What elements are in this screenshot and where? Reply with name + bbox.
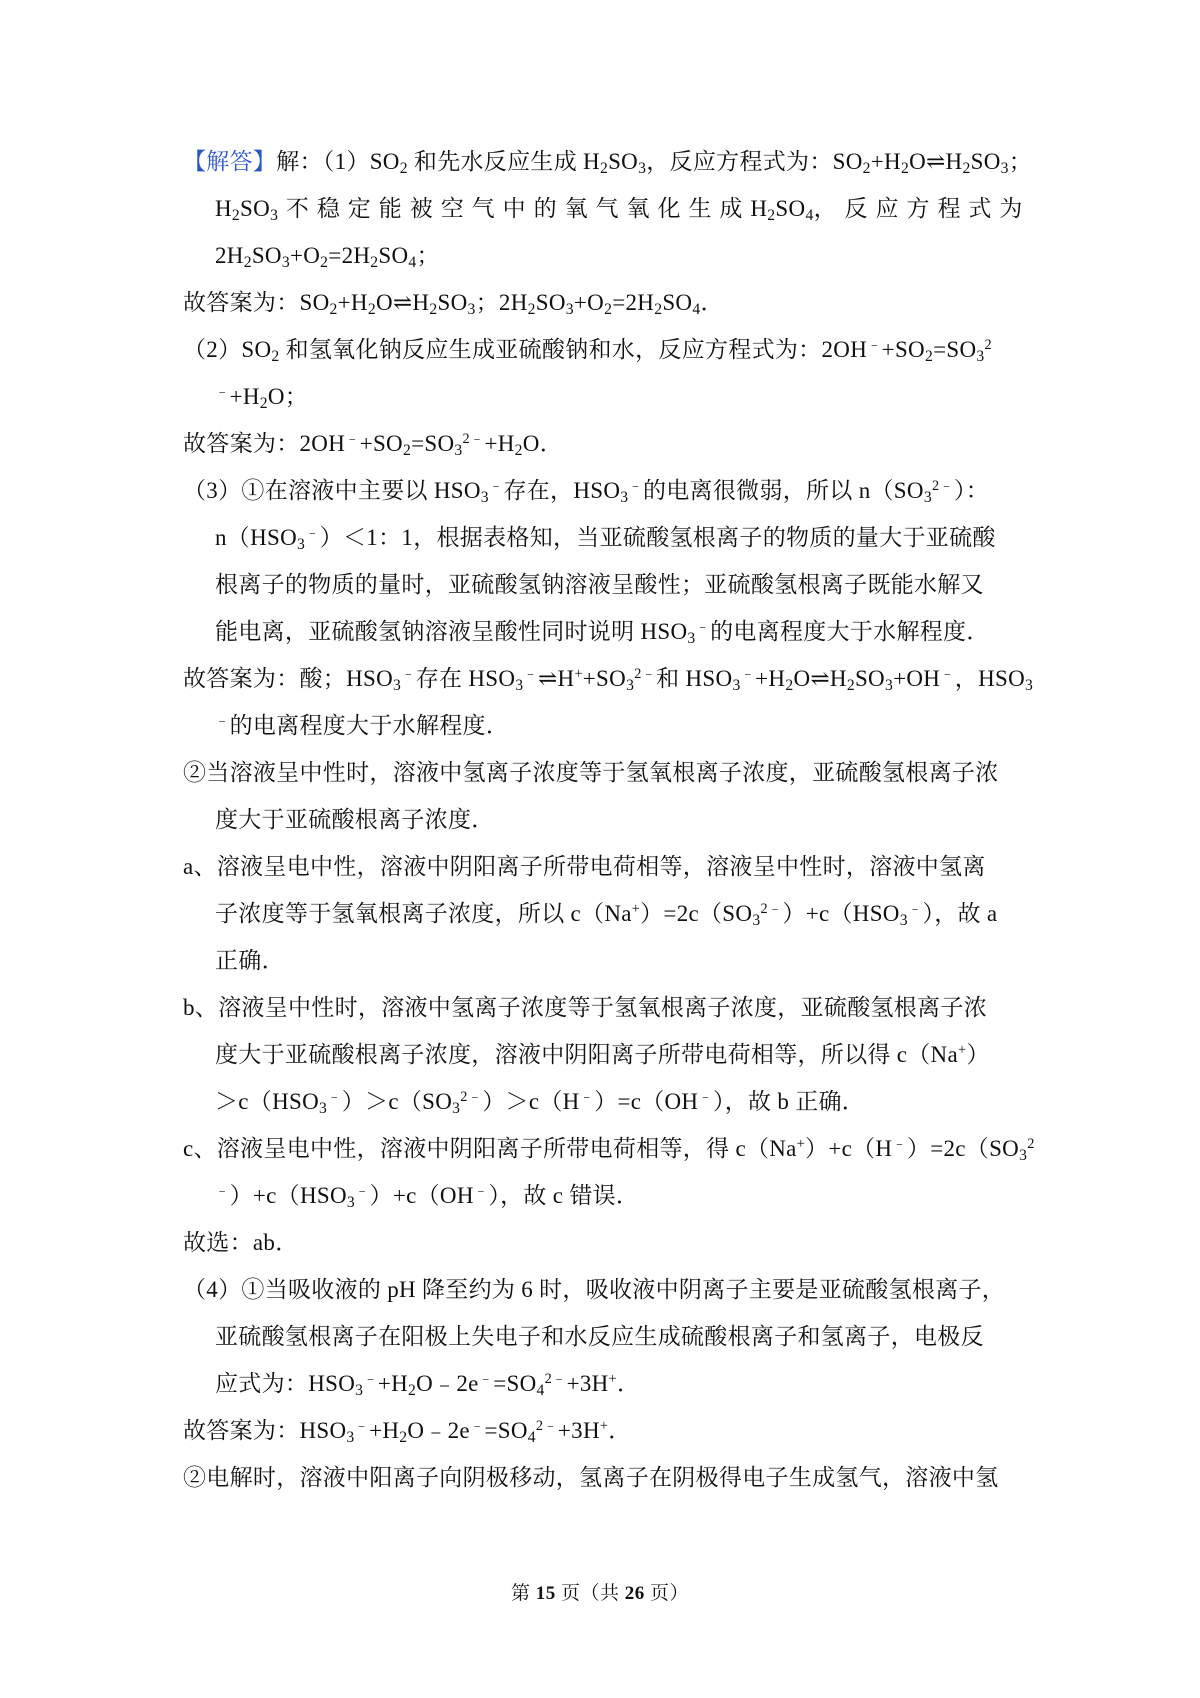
footer-prefix: 第 <box>510 1583 531 1604</box>
footer-suffix: 页） <box>650 1583 690 1604</box>
current-page-number: 15 <box>535 1583 556 1604</box>
paragraph-neutral: ②当溶液呈中性时，溶液中氢离子浓度等于氢氧根离子浓度，亚硫酸氢根离子浓 度大于亚硫酸根离子浓度． <box>183 760 999 832</box>
answer-tag: 【解答】 <box>183 149 277 174</box>
line-1: 【解答】解：$(1)SO_2$ 和先水反应生成 $H_2SO_3$，反应方程式为：$SO_2+H_2O\rightleftharpoons H_2SO_3$； <box>183 149 1033 177</box>
paragraph-part-3: （3）①在溶液中主要以 $HSO_3^﹣$存在，$HSO_3^﹣$的电离很微弱，所以 $n(SO_3^{2﹣})$： $n(HSO_3^﹣)<1$：1，根据表格知，当亚硫酸氢根离子的物质的量大于亚硫酸 根离子的物质的量时，亚硫酸氢钠溶液呈酸性；亚硫酸氢根离子既能水解又 能电离，亚硫酸氢钠溶液呈酸性同时说明 $HSO_3^﹣$的电离程度大于水解程度． <box>183 478 996 647</box>
page-footer <box>0 1578 1200 1605</box>
answer-part-2: 故答案为：$2OH^﹣+SO_2=SO_3^{2﹣}+H_2O$． <box>183 431 564 459</box>
total-page-number: 26 <box>624 1583 645 1604</box>
option-a: a、溶液呈电中性，溶液中阴阳离子所带电荷相等，溶液呈中性时，溶液中氢离 子浓度等于氢氧根离子浓度，所以 $c(Na^+)=2c(SO_3^{2﹣})+c(HSO_3^﹣)$，故 a 正确． <box>183 854 998 973</box>
paragraph-part-1-continued <box>183 185 1023 279</box>
line-2: $H_2SO_3$ 不 稳 定 能 被 空 气 中 的 氧 气 氧 化 生 成 $H_2SO_4$， 反 应 方 程 式 为 <box>215 196 1023 224</box>
option-b: b、溶液呈中性时，溶液中氢离子浓度等于氢氧根离子浓度，亚硫酸氢根离子浓 度大于亚硫酸根离子浓度，溶液中阴阳离子所带电荷相等，所以得 c（Na+） $>c(HSO_3^﹣)>c(SO_3^{2﹣})>c(H^﹣)=c(OH^﹣)$，故 b 正确． <box>183 995 990 1117</box>
paragraph-part-4: （4）①当吸收液的 pH 降至约为 6 时，吸收液中阴离子主要是亚硫酸氢根离子， 亚硫酸氢根离子在阳极上失电子和水反应生成硫酸根离子和氢离子，电极反 应式为：$HSO_3^﹣+H_2O﹣2e^﹣=SO_4^{2﹣}+3H^+$． <box>183 1277 1006 1399</box>
footer-middle: 页（共 <box>560 1583 620 1604</box>
answer-section <box>183 138 1035 1501</box>
answer-part-4: 故答案为：$HSO_3^﹣+H_2O﹣2e^﹣=SO_4^{2﹣}+3H^+$． <box>183 1418 632 1446</box>
selection: 故选：ab． <box>183 1230 299 1255</box>
paragraph-part-1-equation <box>183 138 1033 185</box>
answer-part-1: 故答案为：$SO_2+H_2O\rightleftharpoons H_2SO_3$；$2H_2SO_3+O_2=2H_2SO_4$． <box>183 290 724 318</box>
line-3: $2H_2SO_3+O_2=2H_2SO_4$； <box>215 243 440 271</box>
paragraph-electrolysis: ②电解时，溶液中阳离子向阴极移动，氢离子在阴极得电子生成氢气，溶液中氢 <box>183 1465 999 1490</box>
answer-part-3: 故答案为：酸；$HSO_3^﹣$存在 $HSO_3^﹣\rightleftharpoons H^++SO_3^{2﹣}$和 $HSO_3^﹣+H_2O\rightleftharpoons H_2SO_3+OH^﹣$，$HSO_3$ ﹣的电离程度大于水解程度． <box>183 666 1034 738</box>
option-c: c、溶液呈电中性，溶液中阴阳离子所带电荷相等，得 $c(Na^+)+c(H^﹣)=2c(SO_3^2$ $^﹣)+c(HSO_3^﹣)+c(OH^﹣)$，故 c 错误． <box>183 1136 1035 1211</box>
paragraph-part-2: $(2)SO_2$ 和氢氧化钠反应生成亚硫酸钠和水，反应方程式为：$2OH^﹣+SO_2=SO_3^2$ $^﹣+H_2O$； <box>183 337 992 412</box>
